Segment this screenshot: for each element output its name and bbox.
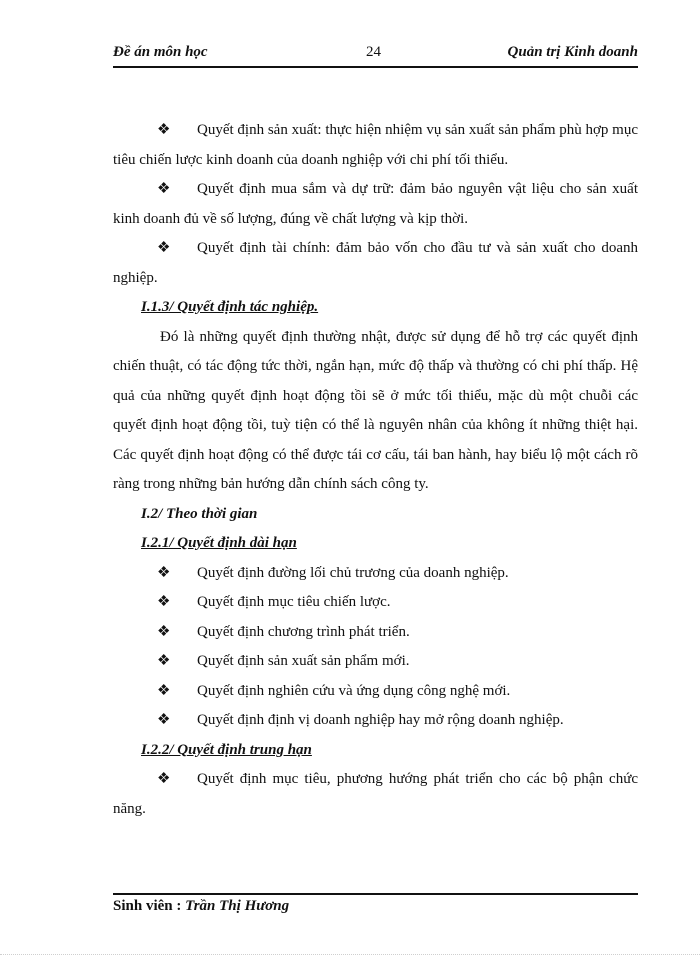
diamond-bullet-icon: ❖ xyxy=(157,653,171,669)
diamond-bullet-icon: ❖ xyxy=(157,240,171,256)
diamond-bullet-icon: ❖ xyxy=(157,712,171,728)
diamond-bullet-icon: ❖ xyxy=(157,623,171,640)
diamond-bullet-icon: ❖ xyxy=(157,181,171,197)
list-item: ❖ Quyết định chương trình phát triển. xyxy=(113,618,638,648)
bullet-text: Quyết định tài chính: đảm bảo vốn cho đầu tư và sản xuất cho doanh nghiệp. xyxy=(113,240,638,286)
section-heading-1-1-3: I.1.3/ Quyết định tác nghiệp. xyxy=(141,299,319,315)
diamond-bullet-icon: ❖ xyxy=(157,564,171,581)
diamond-bullet-icon: ❖ xyxy=(157,682,171,699)
body-paragraph: Đó là những quyết định thường nhật, được sử dụng để hỗ trợ các quyết định chiến thuật, có tác động tức thời, ngắn hạn, mức độ thấp và thường có chi phí thấp. Hệ quả của những quyết định hoạt động tồi sẽ ở mức tối thiểu, mặc dù một chuỗi các quyết định hoạt động tồi, tuỳ tiện có thể là nguyên nhân của không ít những thiệt hại. Các quyết định hoạt động có thể được tái cơ cấu, tái ban hành, hay biểu lộ một cách rõ ràng trong những bản hướng dẫn chính sách công ty. xyxy=(113,328,638,492)
bullet-text: Quyết định mua sắm và dự trữ: đảm bảo nguyên vật liệu cho sản xuất kinh doanh đủ về số lượng, đúng về chất lượng và kịp thời. xyxy=(113,181,638,227)
header-course: Đề án môn học xyxy=(113,44,208,60)
list-item: ❖ Quyết định sản xuất sản phẩm mới. xyxy=(113,647,638,677)
footer-label: Sinh viên : xyxy=(113,898,182,914)
page-footer xyxy=(113,898,289,915)
bullet-paragraph xyxy=(113,175,638,234)
bullet-paragraph xyxy=(113,234,638,293)
footer-rule xyxy=(113,893,638,895)
section-heading-1-2-2: I.2.2/ Quyết định trung hạn xyxy=(141,741,312,758)
diamond-bullet-icon: ❖ xyxy=(157,122,171,138)
bullet-paragraph xyxy=(113,116,638,175)
header-subject: Quản trị Kinh doanh xyxy=(507,44,638,60)
page-header xyxy=(113,44,638,66)
list-item: ❖ Quyết định mục tiêu chiến lược. xyxy=(113,588,638,618)
document-body xyxy=(113,116,638,824)
diamond-bullet-icon: ❖ xyxy=(157,771,171,787)
list-item: ❖ Quyết định nghiên cứu và ứng dụng công nghệ mới. xyxy=(113,677,638,707)
page-boundary xyxy=(0,954,700,955)
bullet-text: Quyết định mục tiêu, phương hướng phát triển cho các bộ phận chức năng. xyxy=(113,771,638,817)
student-name: Trần Thị Hương xyxy=(185,898,290,914)
list-item: ❖ Quyết định định vị doanh nghiệp hay mở rộng doanh nghiệp. xyxy=(113,706,638,736)
bullet-paragraph xyxy=(113,765,638,824)
bullet-text: Quyết định sản xuất: thực hiện nhiệm vụ sản xuất sản phẩm phù hợp mục tiêu chiến lược kinh doanh của doanh nghiệp với chi phí tối thiểu. xyxy=(113,122,638,168)
section-heading-1-2: I.2/ Theo thời gian xyxy=(141,505,258,522)
header-rule xyxy=(113,66,638,68)
page-number: 24 xyxy=(366,44,381,60)
diamond-bullet-icon: ❖ xyxy=(157,594,171,610)
section-heading-1-2-1: I.2.1/ Quyết định dài hạn xyxy=(141,535,297,551)
list-item: ❖ Quyết định đường lối chủ trương của doanh nghiệp. xyxy=(113,559,638,589)
